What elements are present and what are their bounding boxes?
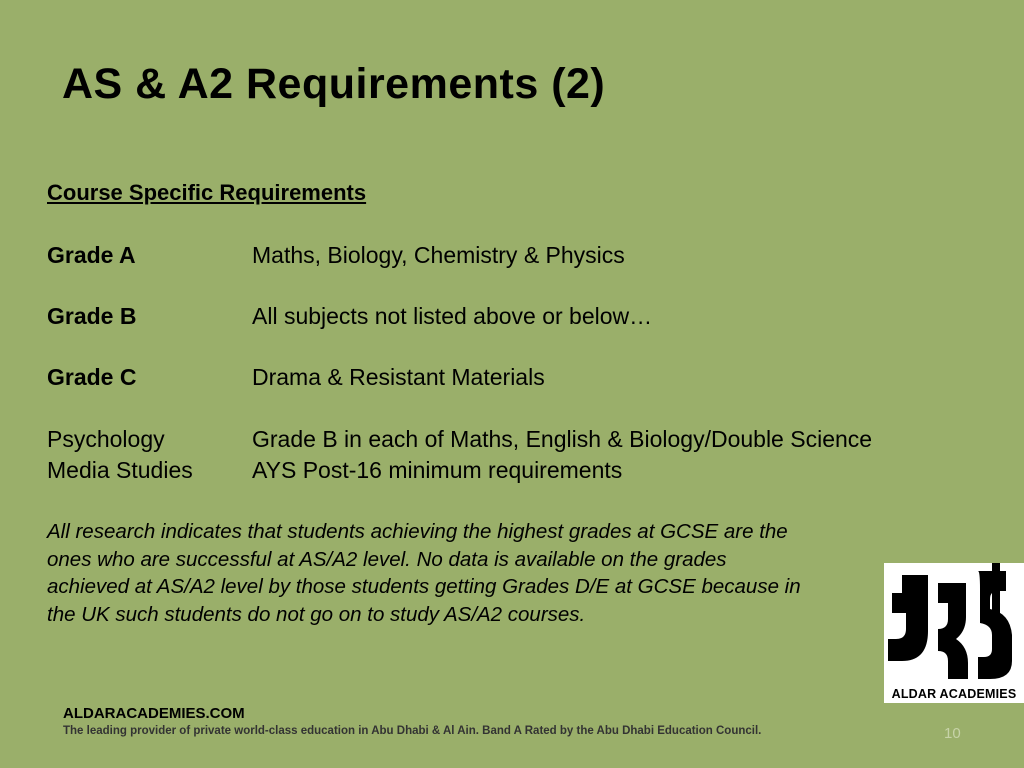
slide-content xyxy=(47,180,987,626)
slide-title: AS & A2 Requirements (2) xyxy=(62,60,606,108)
requirement-row-grade-b xyxy=(47,303,987,333)
requirement-row-media-studies xyxy=(47,457,987,487)
row-value: All subjects not listed above or below… xyxy=(252,303,653,329)
row-value: Drama & Resistant Materials xyxy=(252,364,545,390)
aldar-academies-logo xyxy=(884,563,1024,703)
ays-logo-icon xyxy=(884,563,1024,683)
row-label: Media Studies xyxy=(47,457,193,483)
logo-text: ALDAR ACADEMIES xyxy=(891,687,1017,701)
footer-website-link[interactable]: ALDARACADEMIES.COM xyxy=(63,705,245,722)
research-note: All research indicates that students achieving the highest grades at GCSE are the ones who are successful at AS/A2 level. No data is available on the grades achieved at AS/A2 level by those students getting Grades D/E at GCSE because in the UK such students do not go on to study AS/A2 courses. xyxy=(47,520,801,626)
section-heading: Course Specific Requirements xyxy=(47,180,367,205)
row-label: Grade B xyxy=(47,303,137,329)
footer-tagline: The leading provider of private world-class education in Abu Dhabi & Al Ain. Band A Rated by the Abu Dhabi Education Council. xyxy=(63,725,762,737)
page-number: 10 xyxy=(944,725,961,742)
row-label: Grade C xyxy=(47,364,137,390)
row-value: AYS Post-16 minimum requirements xyxy=(252,457,623,483)
row-label: Grade A xyxy=(47,242,136,268)
row-value: Grade B in each of Maths, English & Biology/Double Science xyxy=(252,426,873,452)
row-value: Maths, Biology, Chemistry & Physics xyxy=(252,242,625,268)
requirement-row-psychology xyxy=(47,426,987,456)
requirement-row-grade-c xyxy=(47,364,987,394)
row-label: Psychology xyxy=(47,426,165,452)
requirement-row-grade-a xyxy=(47,242,987,272)
